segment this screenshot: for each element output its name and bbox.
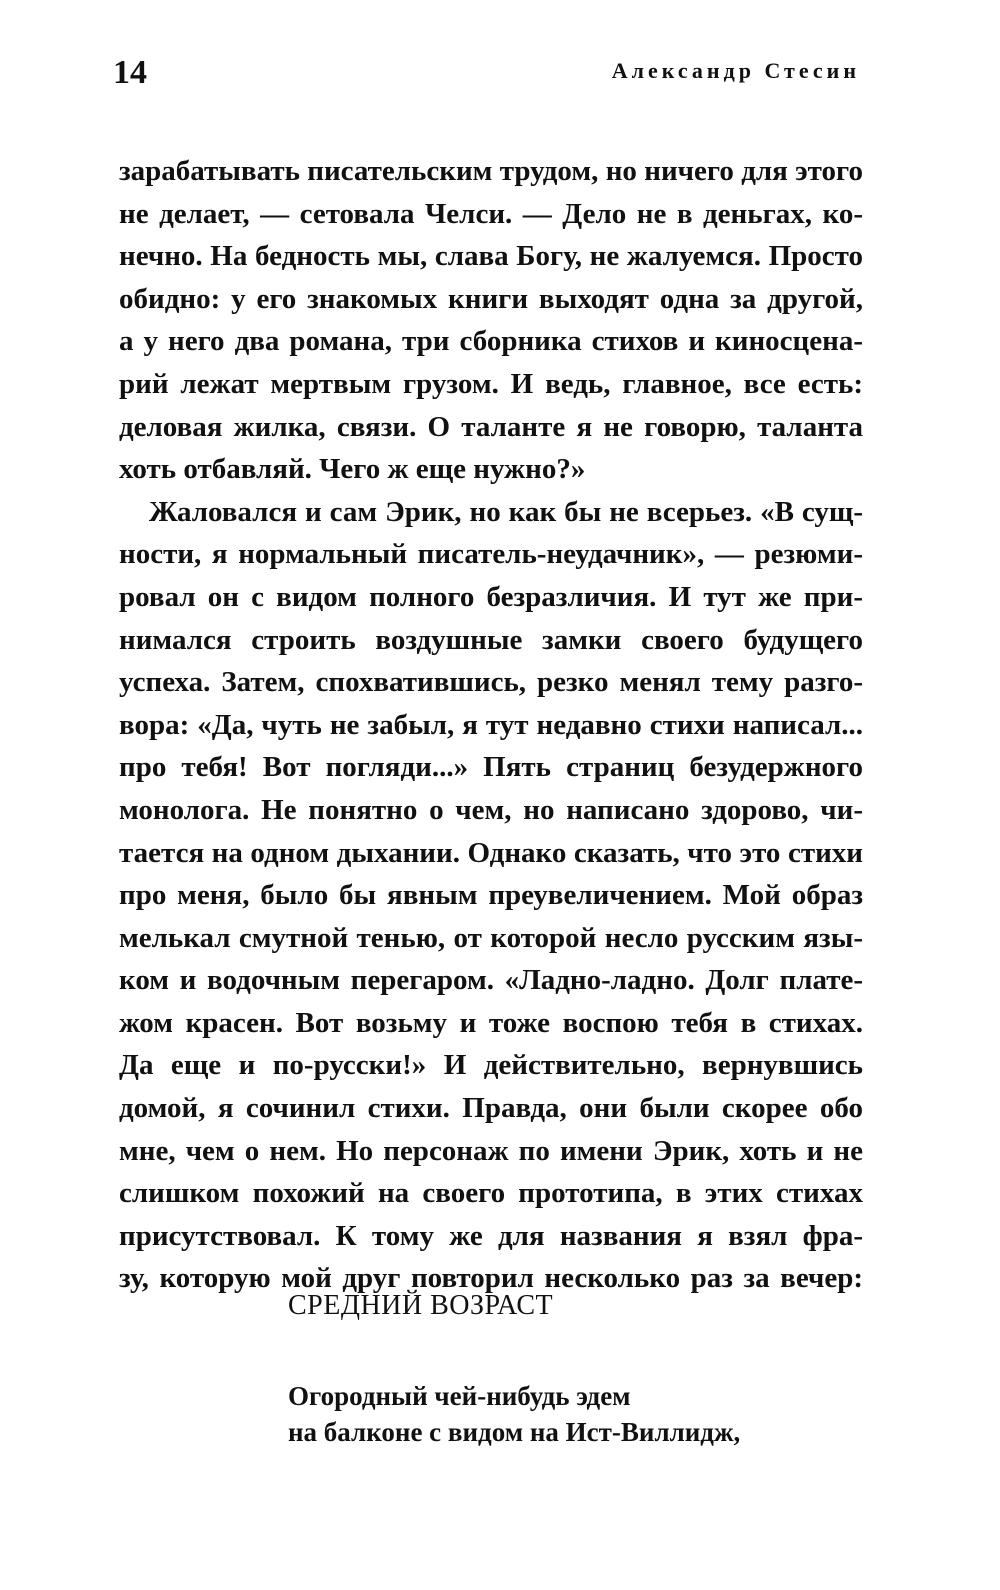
text-line: хоть отбавляй. Чего ж еще нужно?» [119,453,586,486]
text-line: рий лежат мертвым грузом. И ведь, главное, все есть: [119,367,863,400]
text-line: зу, которую мой друг повторил несколько раз за вечер: [119,1262,863,1295]
poem-body [288,1378,740,1450]
text-line: слишком похожий на своего прототипа, в этих стихах [119,1177,863,1210]
text-line: зарабатывать писательским трудом, но ничего для этого [119,155,863,187]
text-line: вора: «Да, чуть не забыл, я тут недавно стихи написал... [119,708,863,741]
text-line: нечно. На бедность мы, слава Богу, не жалуемся. Просто [119,240,863,273]
text-line: успеха. Затем, спохватившись, резко менял тему разго- [119,666,863,699]
text-line: нимался строить воздушные замки своего будущего [119,623,863,656]
body-text [119,150,863,1300]
text-line: мелькал смутной тенью, от которой несло русским язы- [119,921,863,954]
text-line: тается на одном дыхании. Однако сказать, что это стихи [119,836,863,869]
text-line: Жаловался и сам Эрик, но как бы не всерьез. «В сущ- [149,495,863,528]
text-line: жом красен. Вот возьму и тоже воспою тебя в стихах. [119,1006,863,1039]
text-line: монолога. Не понятно о чем, но написано здорово, чи- [119,793,863,826]
text-line: присутствовал. К тому же для названия я взял фра- [119,1219,863,1252]
text-line: не делает, — сетовала Челси. — Дело не в деньгах, ко- [119,197,863,230]
text-line: домой, я сочинил стихи. Правда, они были скорее обо [119,1092,863,1125]
running-head-author: Александр Стесин [611,58,860,83]
poem-title: СРЕДНИЙ ВОЗРАСТ [288,1290,554,1321]
page-number: 14 [113,54,147,91]
text-line: деловая жилка, связи. О таланте я не говорю, таланта [119,410,863,443]
text-line: про тебя! Вот погляди...» Пять страниц безудержного [119,751,863,784]
text-line: про меня, было бы явным преувеличением. Мой образ [119,879,863,912]
text-line: обидно: у его знакомых книги выходят одна за другой, [119,282,863,315]
text-line: а у него два романа, три сборника стихов и киносцена- [119,325,863,358]
text-line: Да еще и по-русски!» И действительно, вернувшись [119,1049,863,1082]
poem-line: на балконе с видом на Ист-Виллидж, [288,1417,741,1447]
text-line: ком и водочным перегаром. «Ладно-ладно. Долг плате- [119,964,863,997]
poem-line: Огородный чей-нибудь эдем [288,1381,631,1411]
text-line: ровал он с видом полного безразличия. И тут же при- [119,580,863,613]
text-line: мне, чем о нем. Но персонаж по имени Эрик, хоть и не [119,1134,863,1167]
text-line: ности, я нормальный писатель-неудачник», — резюми- [119,538,863,571]
